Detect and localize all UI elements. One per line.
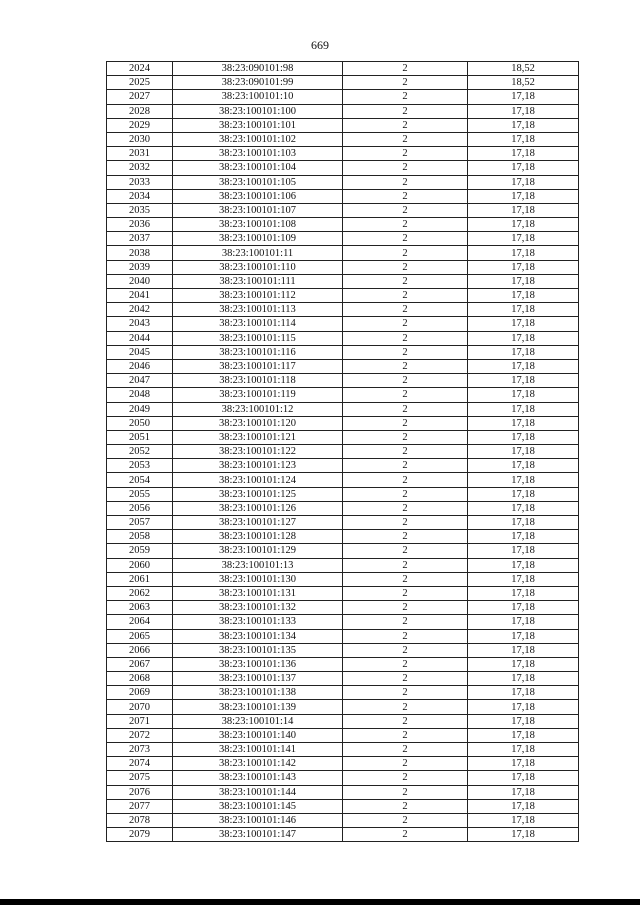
value-cell: 17,18 (468, 331, 579, 345)
value-cell: 17,18 (468, 799, 579, 813)
count-cell: 2 (343, 402, 468, 416)
row-number-cell: 2038 (107, 246, 173, 260)
count-cell: 2 (343, 487, 468, 501)
data-table (106, 61, 579, 842)
value-cell: 17,18 (468, 771, 579, 785)
row-number-cell: 2076 (107, 785, 173, 799)
value-cell: 17,18 (468, 445, 579, 459)
row-number-cell: 2060 (107, 558, 173, 572)
cadastral-number-cell: 38:23:100101:119 (173, 388, 343, 402)
value-cell: 17,18 (468, 232, 579, 246)
count-cell: 2 (343, 799, 468, 813)
row-number-cell: 2073 (107, 743, 173, 757)
row-number-cell: 2066 (107, 643, 173, 657)
value-cell: 17,18 (468, 544, 579, 558)
value-cell: 17,18 (468, 558, 579, 572)
table-row (107, 345, 579, 359)
count-cell: 2 (343, 359, 468, 373)
count-cell: 2 (343, 232, 468, 246)
value-cell: 17,18 (468, 402, 579, 416)
table-row (107, 118, 579, 132)
value-cell: 17,18 (468, 90, 579, 104)
value-cell: 17,18 (468, 714, 579, 728)
table-row (107, 813, 579, 827)
row-number-cell: 2050 (107, 416, 173, 430)
cadastral-number-cell: 38:23:100101:132 (173, 601, 343, 615)
table-row (107, 530, 579, 544)
table-row (107, 374, 579, 388)
row-number-cell: 2070 (107, 700, 173, 714)
cadastral-number-cell: 38:23:100101:127 (173, 516, 343, 530)
count-cell: 2 (343, 161, 468, 175)
cadastral-number-cell: 38:23:100101:141 (173, 743, 343, 757)
row-number-cell: 2042 (107, 303, 173, 317)
table-row (107, 615, 579, 629)
cadastral-number-cell: 38:23:100101:145 (173, 799, 343, 813)
row-number-cell: 2077 (107, 799, 173, 813)
row-number-cell: 2032 (107, 161, 173, 175)
row-number-cell: 2029 (107, 118, 173, 132)
count-cell: 2 (343, 345, 468, 359)
count-cell: 2 (343, 473, 468, 487)
value-cell: 17,18 (468, 175, 579, 189)
count-cell: 2 (343, 558, 468, 572)
table-row (107, 672, 579, 686)
count-cell: 2 (343, 501, 468, 515)
row-number-cell: 2035 (107, 203, 173, 217)
row-number-cell: 2036 (107, 218, 173, 232)
table-row (107, 104, 579, 118)
value-cell: 17,18 (468, 118, 579, 132)
value-cell: 17,18 (468, 601, 579, 615)
table-row (107, 218, 579, 232)
cadastral-number-cell: 38:23:100101:140 (173, 728, 343, 742)
count-cell: 2 (343, 643, 468, 657)
row-number-cell: 2033 (107, 175, 173, 189)
cadastral-number-cell: 38:23:100101:137 (173, 672, 343, 686)
cadastral-number-cell: 38:23:100101:14 (173, 714, 343, 728)
count-cell: 2 (343, 657, 468, 671)
row-number-cell: 2028 (107, 104, 173, 118)
table-row (107, 799, 579, 813)
cadastral-number-cell: 38:23:100101:114 (173, 317, 343, 331)
cadastral-number-cell: 38:23:100101:128 (173, 530, 343, 544)
value-cell: 17,18 (468, 359, 579, 373)
table-row (107, 260, 579, 274)
value-cell: 17,18 (468, 530, 579, 544)
table-row (107, 90, 579, 104)
table-row (107, 416, 579, 430)
row-number-cell: 2062 (107, 586, 173, 600)
cadastral-number-cell: 38:23:100101:116 (173, 345, 343, 359)
table-row (107, 147, 579, 161)
row-number-cell: 2063 (107, 601, 173, 615)
table-row (107, 274, 579, 288)
row-number-cell: 2047 (107, 374, 173, 388)
value-cell: 17,18 (468, 289, 579, 303)
table-row (107, 62, 579, 76)
table-row (107, 76, 579, 90)
count-cell: 2 (343, 317, 468, 331)
table-row (107, 175, 579, 189)
cadastral-number-cell: 38:23:100101:134 (173, 629, 343, 643)
cadastral-number-cell: 38:23:100101:139 (173, 700, 343, 714)
cadastral-number-cell: 38:23:100101:113 (173, 303, 343, 317)
table-row (107, 445, 579, 459)
table-row (107, 828, 579, 842)
cadastral-number-cell: 38:23:100101:10 (173, 90, 343, 104)
page-number: 669 (311, 38, 329, 52)
table-row (107, 303, 579, 317)
value-cell: 17,18 (468, 743, 579, 757)
table-body (107, 62, 579, 842)
table-row (107, 246, 579, 260)
count-cell: 2 (343, 700, 468, 714)
row-number-cell: 2048 (107, 388, 173, 402)
count-cell: 2 (343, 530, 468, 544)
value-cell: 17,18 (468, 487, 579, 501)
row-number-cell: 2027 (107, 90, 173, 104)
cadastral-number-cell: 38:23:100101:117 (173, 359, 343, 373)
count-cell: 2 (343, 771, 468, 785)
count-cell: 2 (343, 189, 468, 203)
cadastral-number-cell: 38:23:100101:130 (173, 572, 343, 586)
table-row (107, 232, 579, 246)
count-cell: 2 (343, 785, 468, 799)
value-cell: 17,18 (468, 700, 579, 714)
count-cell: 2 (343, 601, 468, 615)
cadastral-number-cell: 38:23:100101:136 (173, 657, 343, 671)
value-cell: 17,18 (468, 132, 579, 146)
table-row (107, 516, 579, 530)
count-cell: 2 (343, 289, 468, 303)
count-cell: 2 (343, 260, 468, 274)
table-row (107, 714, 579, 728)
row-number-cell: 2074 (107, 757, 173, 771)
count-cell: 2 (343, 430, 468, 444)
table-row (107, 487, 579, 501)
value-cell: 17,18 (468, 189, 579, 203)
value-cell: 17,18 (468, 260, 579, 274)
data-table-container (106, 61, 578, 842)
cadastral-number-cell: 38:23:100101:100 (173, 104, 343, 118)
table-row (107, 501, 579, 515)
row-number-cell: 2055 (107, 487, 173, 501)
value-cell: 17,18 (468, 317, 579, 331)
value-cell: 17,18 (468, 629, 579, 643)
count-cell: 2 (343, 62, 468, 76)
table-row (107, 430, 579, 444)
cadastral-number-cell: 38:23:100101:135 (173, 643, 343, 657)
cadastral-number-cell: 38:23:100101:104 (173, 161, 343, 175)
value-cell: 17,18 (468, 203, 579, 217)
row-number-cell: 2030 (107, 132, 173, 146)
value-cell: 17,18 (468, 686, 579, 700)
count-cell: 2 (343, 572, 468, 586)
count-cell: 2 (343, 586, 468, 600)
row-number-cell: 2064 (107, 615, 173, 629)
table-row (107, 189, 579, 203)
row-number-cell: 2037 (107, 232, 173, 246)
count-cell: 2 (343, 686, 468, 700)
table-row (107, 459, 579, 473)
table-row (107, 388, 579, 402)
cadastral-number-cell: 38:23:100101:103 (173, 147, 343, 161)
row-number-cell: 2058 (107, 530, 173, 544)
value-cell: 17,18 (468, 672, 579, 686)
cadastral-number-cell: 38:23:100101:138 (173, 686, 343, 700)
table-row (107, 572, 579, 586)
table-row (107, 558, 579, 572)
row-number-cell: 2046 (107, 359, 173, 373)
cadastral-number-cell: 38:23:100101:146 (173, 813, 343, 827)
cadastral-number-cell: 38:23:100101:107 (173, 203, 343, 217)
table-row (107, 771, 579, 785)
table-row (107, 629, 579, 643)
table-row (107, 289, 579, 303)
table-row (107, 544, 579, 558)
count-cell: 2 (343, 388, 468, 402)
table-row (107, 657, 579, 671)
cadastral-number-cell: 38:23:100101:123 (173, 459, 343, 473)
cadastral-number-cell: 38:23:100101:120 (173, 416, 343, 430)
table-row (107, 757, 579, 771)
row-number-cell: 2039 (107, 260, 173, 274)
table-row (107, 402, 579, 416)
value-cell: 17,18 (468, 785, 579, 799)
table-row (107, 203, 579, 217)
row-number-cell: 2041 (107, 289, 173, 303)
row-number-cell: 2071 (107, 714, 173, 728)
count-cell: 2 (343, 218, 468, 232)
count-cell: 2 (343, 416, 468, 430)
row-number-cell: 2072 (107, 728, 173, 742)
row-number-cell: 2043 (107, 317, 173, 331)
row-number-cell: 2051 (107, 430, 173, 444)
row-number-cell: 2034 (107, 189, 173, 203)
cadastral-number-cell: 38:23:100101:121 (173, 430, 343, 444)
value-cell: 17,18 (468, 728, 579, 742)
value-cell: 17,18 (468, 218, 579, 232)
row-number-cell: 2024 (107, 62, 173, 76)
table-row (107, 743, 579, 757)
cadastral-number-cell: 38:23:100101:109 (173, 232, 343, 246)
count-cell: 2 (343, 615, 468, 629)
row-number-cell: 2054 (107, 473, 173, 487)
row-number-cell: 2031 (107, 147, 173, 161)
value-cell: 17,18 (468, 615, 579, 629)
row-number-cell: 2056 (107, 501, 173, 515)
value-cell: 17,18 (468, 459, 579, 473)
count-cell: 2 (343, 147, 468, 161)
value-cell: 17,18 (468, 388, 579, 402)
cadastral-number-cell: 38:23:100101:105 (173, 175, 343, 189)
value-cell: 17,18 (468, 643, 579, 657)
cadastral-number-cell: 38:23:100101:131 (173, 586, 343, 600)
row-number-cell: 2053 (107, 459, 173, 473)
count-cell: 2 (343, 118, 468, 132)
count-cell: 2 (343, 445, 468, 459)
count-cell: 2 (343, 459, 468, 473)
cadastral-number-cell: 38:23:090101:99 (173, 76, 343, 90)
cadastral-number-cell: 38:23:100101:147 (173, 828, 343, 842)
cadastral-number-cell: 38:23:100101:12 (173, 402, 343, 416)
value-cell: 17,18 (468, 374, 579, 388)
cadastral-number-cell: 38:23:100101:102 (173, 132, 343, 146)
cadastral-number-cell: 38:23:100101:110 (173, 260, 343, 274)
cadastral-number-cell: 38:23:100101:112 (173, 289, 343, 303)
row-number-cell: 2057 (107, 516, 173, 530)
count-cell: 2 (343, 374, 468, 388)
count-cell: 2 (343, 331, 468, 345)
value-cell: 17,18 (468, 586, 579, 600)
count-cell: 2 (343, 132, 468, 146)
count-cell: 2 (343, 672, 468, 686)
cadastral-number-cell: 38:23:100101:13 (173, 558, 343, 572)
cadastral-number-cell: 38:23:100101:125 (173, 487, 343, 501)
value-cell: 17,18 (468, 813, 579, 827)
count-cell: 2 (343, 813, 468, 827)
count-cell: 2 (343, 246, 468, 260)
value-cell: 17,18 (468, 657, 579, 671)
value-cell: 17,18 (468, 516, 579, 530)
row-number-cell: 2044 (107, 331, 173, 345)
value-cell: 17,18 (468, 303, 579, 317)
count-cell: 2 (343, 757, 468, 771)
count-cell: 2 (343, 714, 468, 728)
table-row (107, 643, 579, 657)
cadastral-number-cell: 38:23:100101:101 (173, 118, 343, 132)
table-row (107, 317, 579, 331)
cadastral-number-cell: 38:23:100101:143 (173, 771, 343, 785)
row-number-cell: 2067 (107, 657, 173, 671)
cadastral-number-cell: 38:23:100101:129 (173, 544, 343, 558)
value-cell: 17,18 (468, 104, 579, 118)
row-number-cell: 2068 (107, 672, 173, 686)
value-cell: 17,18 (468, 274, 579, 288)
cadastral-number-cell: 38:23:100101:108 (173, 218, 343, 232)
row-number-cell: 2065 (107, 629, 173, 643)
value-cell: 17,18 (468, 572, 579, 586)
value-cell: 18,52 (468, 62, 579, 76)
table-row (107, 785, 579, 799)
row-number-cell: 2075 (107, 771, 173, 785)
count-cell: 2 (343, 203, 468, 217)
table-row (107, 601, 579, 615)
cadastral-number-cell: 38:23:100101:122 (173, 445, 343, 459)
value-cell: 17,18 (468, 501, 579, 515)
table-row (107, 473, 579, 487)
value-cell: 17,18 (468, 828, 579, 842)
value-cell: 17,18 (468, 161, 579, 175)
count-cell: 2 (343, 828, 468, 842)
table-row (107, 331, 579, 345)
cadastral-number-cell: 38:23:100101:118 (173, 374, 343, 388)
value-cell: 17,18 (468, 246, 579, 260)
count-cell: 2 (343, 274, 468, 288)
row-number-cell: 2079 (107, 828, 173, 842)
count-cell: 2 (343, 516, 468, 530)
row-number-cell: 2049 (107, 402, 173, 416)
row-number-cell: 2025 (107, 76, 173, 90)
cadastral-number-cell: 38:23:100101:126 (173, 501, 343, 515)
table-row (107, 686, 579, 700)
value-cell: 17,18 (468, 147, 579, 161)
row-number-cell: 2045 (107, 345, 173, 359)
table-row (107, 700, 579, 714)
cadastral-number-cell: 38:23:100101:111 (173, 274, 343, 288)
cadastral-number-cell: 38:23:100101:124 (173, 473, 343, 487)
table-row (107, 161, 579, 175)
cadastral-number-cell: 38:23:100101:11 (173, 246, 343, 260)
count-cell: 2 (343, 104, 468, 118)
count-cell: 2 (343, 743, 468, 757)
count-cell: 2 (343, 303, 468, 317)
row-number-cell: 2059 (107, 544, 173, 558)
cadastral-number-cell: 38:23:100101:106 (173, 189, 343, 203)
count-cell: 2 (343, 544, 468, 558)
table-row (107, 132, 579, 146)
row-number-cell: 2069 (107, 686, 173, 700)
count-cell: 2 (343, 629, 468, 643)
value-cell: 17,18 (468, 757, 579, 771)
row-number-cell: 2078 (107, 813, 173, 827)
cadastral-number-cell: 38:23:100101:142 (173, 757, 343, 771)
table-row (107, 359, 579, 373)
value-cell: 17,18 (468, 416, 579, 430)
count-cell: 2 (343, 728, 468, 742)
cadastral-number-cell: 38:23:100101:144 (173, 785, 343, 799)
cadastral-number-cell: 38:23:100101:115 (173, 331, 343, 345)
row-number-cell: 2052 (107, 445, 173, 459)
cadastral-number-cell: 38:23:100101:133 (173, 615, 343, 629)
table-row (107, 586, 579, 600)
count-cell: 2 (343, 76, 468, 90)
table-row (107, 728, 579, 742)
scan-edge (0, 899, 640, 905)
row-number-cell: 2040 (107, 274, 173, 288)
count-cell: 2 (343, 175, 468, 189)
value-cell: 17,18 (468, 473, 579, 487)
value-cell: 17,18 (468, 430, 579, 444)
count-cell: 2 (343, 90, 468, 104)
value-cell: 17,18 (468, 345, 579, 359)
cadastral-number-cell: 38:23:090101:98 (173, 62, 343, 76)
value-cell: 18,52 (468, 76, 579, 90)
row-number-cell: 2061 (107, 572, 173, 586)
